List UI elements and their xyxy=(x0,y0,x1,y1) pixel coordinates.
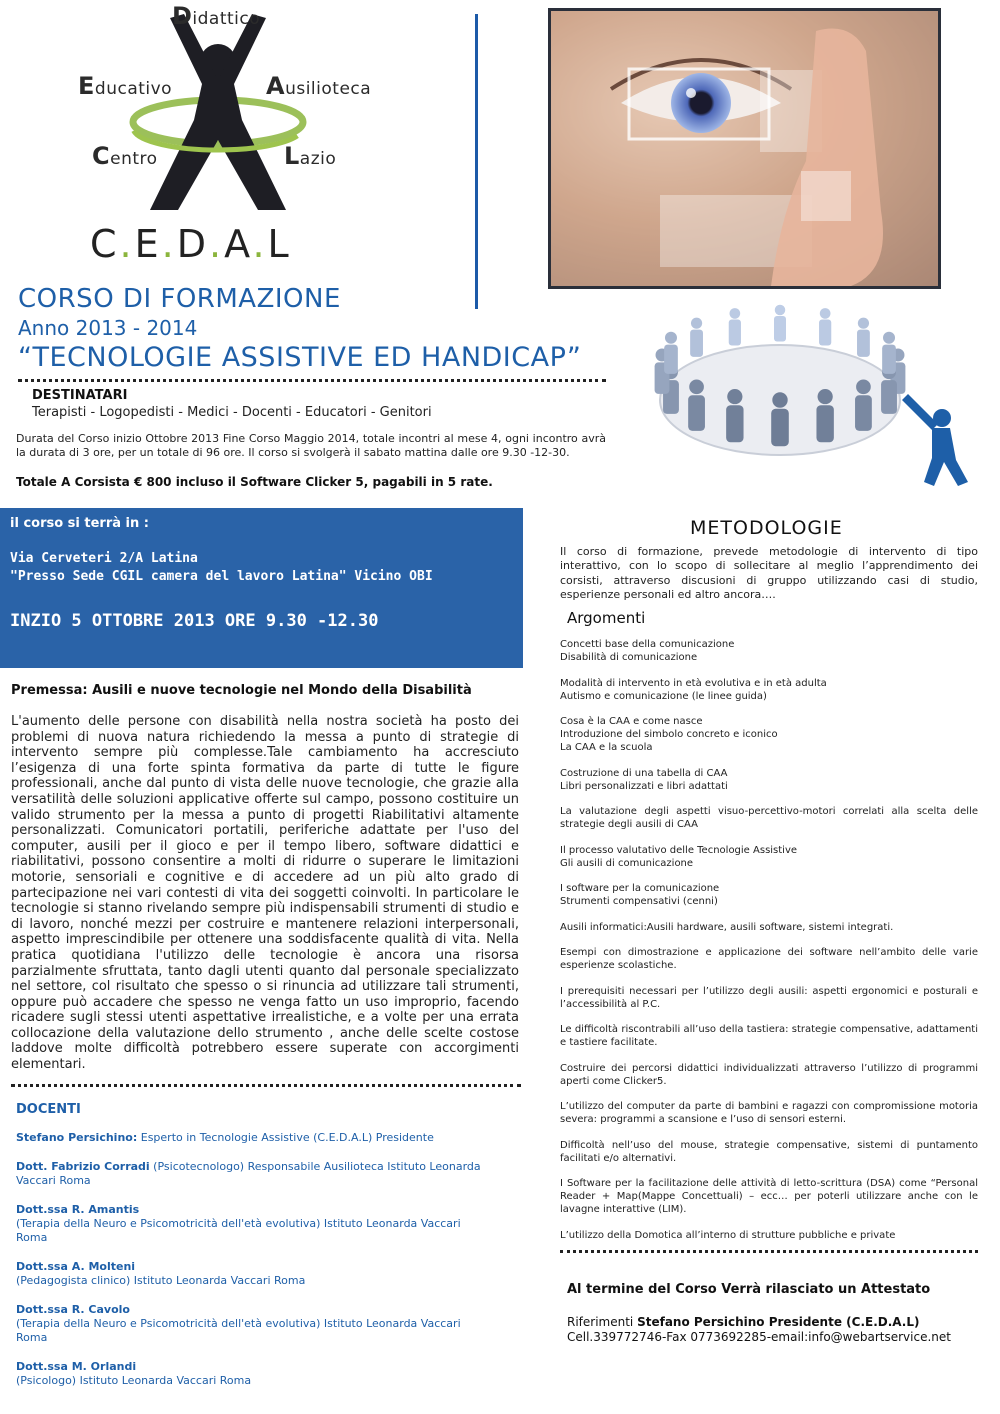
person-figure xyxy=(857,318,870,357)
argomenti-item: Gli ausili di comunicazione xyxy=(560,857,694,869)
docente-item xyxy=(16,1360,486,1388)
argomenti-group xyxy=(560,985,978,1011)
argomenti-group xyxy=(560,844,978,870)
argomenti-item: I prerequisiti necessari per l’utilizzo degli ausili: aspetti ergonomici e posturali e l’accessibilità al P.C. xyxy=(560,985,978,1010)
argomenti-group xyxy=(560,1177,978,1216)
docente-item xyxy=(16,1260,486,1288)
person-figure xyxy=(688,379,705,430)
argomenti-group xyxy=(560,1229,978,1242)
destinatari-list: Terapisti - Logopedisti - Medici - Docenti - Educatori - Genitori xyxy=(32,405,432,420)
docente-name: Dott.ssa R. Amantis xyxy=(16,1203,140,1216)
person-figure xyxy=(882,332,896,374)
person-figure xyxy=(816,389,833,442)
argomenti-item: I software per la comunicazione xyxy=(560,883,720,894)
person-figure xyxy=(690,318,703,357)
cedal-logo xyxy=(70,0,400,270)
attestato-note: Al termine del Corso Verrà rilasciato un Attestato xyxy=(567,1282,931,1297)
person-figure xyxy=(855,379,872,430)
person-figure xyxy=(664,332,678,374)
location-intro: il corso si terrà in : xyxy=(10,516,149,531)
argomenti-group xyxy=(560,921,978,934)
argomenti-item: La CAA e la scuola xyxy=(560,742,653,753)
logo-word-centro: Centro xyxy=(92,142,158,170)
argomenti-item: Autismo e comunicazione (le linee guida) xyxy=(560,690,767,702)
argomenti-title: Argomenti xyxy=(567,609,646,627)
helping-person-figure xyxy=(902,394,968,486)
docente-name: Dott.ssa M. Orlandi xyxy=(16,1360,137,1373)
dotted-divider xyxy=(18,379,606,382)
argomenti-item: Ausili informatici:Ausili hardware, ausili software, sistemi integrati. xyxy=(560,921,894,933)
premessa-title: Premessa: Ausili e nuove tecnologie nel Mondo della Disabilità xyxy=(11,683,472,698)
docente-item xyxy=(16,1203,486,1245)
riferimenti xyxy=(567,1315,919,1329)
docente-name: Dott.ssa R. Cavolo xyxy=(16,1303,130,1316)
argomenti-item: Le difficoltà riscontrabili all’uso della tastiera: strategie compensative, adattamenti e tastiere facilitate. xyxy=(560,1024,978,1048)
argomenti-item: Costruzione di una tabella di CAA xyxy=(560,767,728,779)
logo-figure xyxy=(70,0,400,230)
docenti-list xyxy=(16,1131,486,1403)
argomenti-group xyxy=(560,1100,978,1126)
docente-name: Dott.ssa A. Molteni xyxy=(16,1260,136,1273)
logo-word-didattico: Didattico xyxy=(172,2,261,30)
argomenti-group xyxy=(560,1023,978,1049)
contact-info: Cell.339772746-Fax 0773692285-email:info@webartservice.net xyxy=(567,1330,951,1344)
argomenti-group xyxy=(560,805,978,831)
metodologie-title: METODOLOGIE xyxy=(690,517,843,539)
argomenti-group xyxy=(560,677,978,703)
argomenti-group xyxy=(560,946,978,972)
person-figure xyxy=(774,305,786,342)
argomenti-item: Costruire dei percorsi didattici individualizzati attraverso l’utilizzo di programmi aperti come Clicker5. xyxy=(560,1062,978,1087)
docente-desc: (Pedagogista clinico) Istituto Leonarda Vaccari Roma xyxy=(16,1274,306,1287)
location-address: Via Cerveteri 2/A Latina xyxy=(10,551,198,566)
docente-desc: Esperto in Tecnologie Assistive (C.E.D.A.L) Presidente xyxy=(137,1131,434,1144)
course-duration: Durata del Corso inizio Ottobre 2013 Fine Corso Maggio 2014, totale incontri al mese 4, ogni incontro avrà la durata di 3 ore, per un totale di 96 ore. Il corso si svolgerà il sabato mattina dalle ore 9.30 -12-30. xyxy=(16,432,606,459)
logo-word-lazio: Lazio xyxy=(284,142,337,170)
argomenti-item: La valutazione degli aspetti visuo-percettivo-motori correlati alla scelta delle strategie degli ausili di CAA xyxy=(560,806,978,830)
logo-word-educativo: Educativo xyxy=(78,72,173,100)
destinatari-label: DESTINATARI xyxy=(32,388,128,403)
argomenti-item: Libri personalizzati e libri adattati xyxy=(560,780,728,792)
metodologie-body: Il corso di formazione, prevede metodologie di intervento di tipo interattivo, con lo scopo di sollecitare al meglio l’apprendimento dei corsisti, attraverso discusioni di gruppo utilizzando casi di studio, esperienze personali ed altro ancora…. xyxy=(560,545,978,601)
docente-item xyxy=(16,1160,486,1188)
eye-touch-image xyxy=(551,11,938,286)
argomenti-item: L’utilizzo della Domotica all’interno di strutture pubbliche e private xyxy=(560,1229,896,1241)
docenti-title: DOCENTI xyxy=(16,1102,81,1117)
argomenti-list xyxy=(560,638,978,1254)
argomenti-item: Esempi con dimostrazione e applicazione dei software nell’ambito delle varie esperienze scolastiche. xyxy=(560,947,978,971)
docente-desc: (Psicologo) Istituto Leonarda Vaccari Roma xyxy=(16,1374,252,1387)
people-circle-illustration xyxy=(650,300,970,500)
docente-name: Dott. Fabrizio Corradi xyxy=(16,1160,150,1173)
docente-desc: (Terapia della Neuro e Psicomotricità dell'età evolutiva) Istituto Leonarda Vaccari Roma xyxy=(16,1217,461,1244)
docente-item xyxy=(16,1131,486,1145)
argomenti-group xyxy=(560,882,978,908)
argomenti-item: Cosa è la CAA e come nasce xyxy=(560,716,703,727)
location-box xyxy=(0,508,523,668)
riferimenti-label: Riferimenti xyxy=(567,1315,638,1329)
course-year: Anno 2013 - 2014 xyxy=(18,316,198,340)
argomenti-item: Modalità di intervento in età evolutiva e in età adulta xyxy=(560,677,827,689)
argomenti-item: Difficoltà nell’uso del mouse, strategie compensative, sistemi di puntamento facilitati e/o alternativi. xyxy=(560,1139,978,1164)
people-circle-svg xyxy=(650,300,970,500)
argomenti-group xyxy=(560,638,978,664)
docente-name: Stefano Persichino: xyxy=(16,1131,138,1144)
argomenti-item: I Software per la facilitazione delle attività di letto-scrittura (DSA) come “Personal Reader + Map(Mappe Concettuali) – ecc… per poterli utilizzare anche con le lavagne interattive (LIM). xyxy=(560,1178,978,1215)
header-photo xyxy=(548,8,941,289)
location-place: "Presso Sede CGIL camera del lavoro Latina" Vicino OBI xyxy=(10,569,433,584)
docente-desc: (Terapia della Neuro e Psicomotricità dell'età evolutiva) Istituto Leonarda Vaccari Roma xyxy=(16,1317,461,1344)
argomenti-item: Disabilità di comunicazione xyxy=(560,652,698,663)
argomenti-item: Concetti base della comunicazione xyxy=(560,639,735,650)
docente-desc: (Psicotecnologo) Responsabile Ausilioteca Istituto Leonarda Vaccari Roma xyxy=(16,1160,481,1187)
person-figure xyxy=(771,392,789,446)
argomenti-group xyxy=(560,767,978,793)
dotted-divider-left xyxy=(11,1084,521,1087)
start-date: INZIO 5 OTTOBRE 2013 ORE 9.30 -12.30 xyxy=(10,611,379,631)
premessa-body: L'aumento delle persone con disabilità nella nostra società ha posto dei problemi di nuova natura richiedendo la messa a punto di strategie di intervento sempre più complesse.Tale cambiamento ha accresciuto l’esigenza di una forte spinta formativa da parte di tutte le figure professionali, anche dal punto di vista delle nuove tecnologie, che grazie alla versatilità delle soluzioni applicative offerte sul campo, possono costituire un valido strumento per la messa a punto di progetti Riabilitativi altamente personalizzati. Comunicatori portatili, periferiche adattate per l'uso del computer, ausili per il gioco e per il tempo libero, software didattici e riabilitativi, possono consentire a molti di ridurre o superare le limitazioni motorie, sensoriali e cognitive e di accedere ad un più alto grado di partecipazione nei vari contesti di vita dei soggetti coinvolti. In particolare le tecnologie si stanno rivelando sempre più indispensabili strumenti di studio e di lavoro, nonché mezzi per costruire e mantenere relazioni interpersonali, aspetto imprescindibile per ottenere una soddisfacente qualità di vita. Nella pratica quotidiana l'utilizzo delle tecnologie è ancora una risorsa parzialmente sfruttata, tanto dagli utenti quanto dal personale specializzato nel settore, col risultato che spesso o si rinuncia ad utilizzare tali strumenti, oppure può accadere che spesso ne venga fatto un uso improprio, facendo ricadere sugli stessi utenti aspettative irrealistiche, e a volte per una errata collocazione della valutazione dello strumento , anche delle scelte costose laddove molte difficoltà potrebbero essere superate con accorgimenti elementari. xyxy=(11,714,519,1073)
person-figure xyxy=(819,308,831,345)
argomenti-item: Introduzione del simbolo concreto e iconico xyxy=(560,729,778,740)
riferimenti-name: Stefano Persichino Presidente (C.E.D.A.L) xyxy=(637,1315,920,1329)
header-divider xyxy=(475,14,478,309)
argomenti-item: Il processo valutativo delle Tecnologie Assistive xyxy=(560,844,798,856)
logo-word-ausilioteca: Ausilioteca xyxy=(266,72,372,100)
argomenti-group xyxy=(560,1062,978,1088)
argomenti-item: L’utilizzo del computer da parte di bambini e ragazzi con compromissione motoria severa: programmi a scansione e l’uso di sensori esterni. xyxy=(560,1101,978,1125)
docente-item xyxy=(16,1303,486,1345)
argomenti-group xyxy=(560,715,978,754)
person-figure xyxy=(726,389,743,442)
course-title: CORSO DI FORMAZIONE xyxy=(18,284,341,314)
person-figure xyxy=(729,308,741,345)
dotted-divider-right xyxy=(560,1250,978,1253)
argomenti-item: Strumenti compensativi (cenni) xyxy=(560,896,718,907)
course-price: Totale A Corsista € 800 incluso il Software Clicker 5, pagabili in 5 rate. xyxy=(16,475,493,489)
argomenti-group xyxy=(560,1139,978,1165)
course-name: “TECNOLOGIE ASSISTIVE ED HANDICAP” xyxy=(18,342,582,373)
logo-acronym: C.E.D.A.L xyxy=(90,222,292,266)
